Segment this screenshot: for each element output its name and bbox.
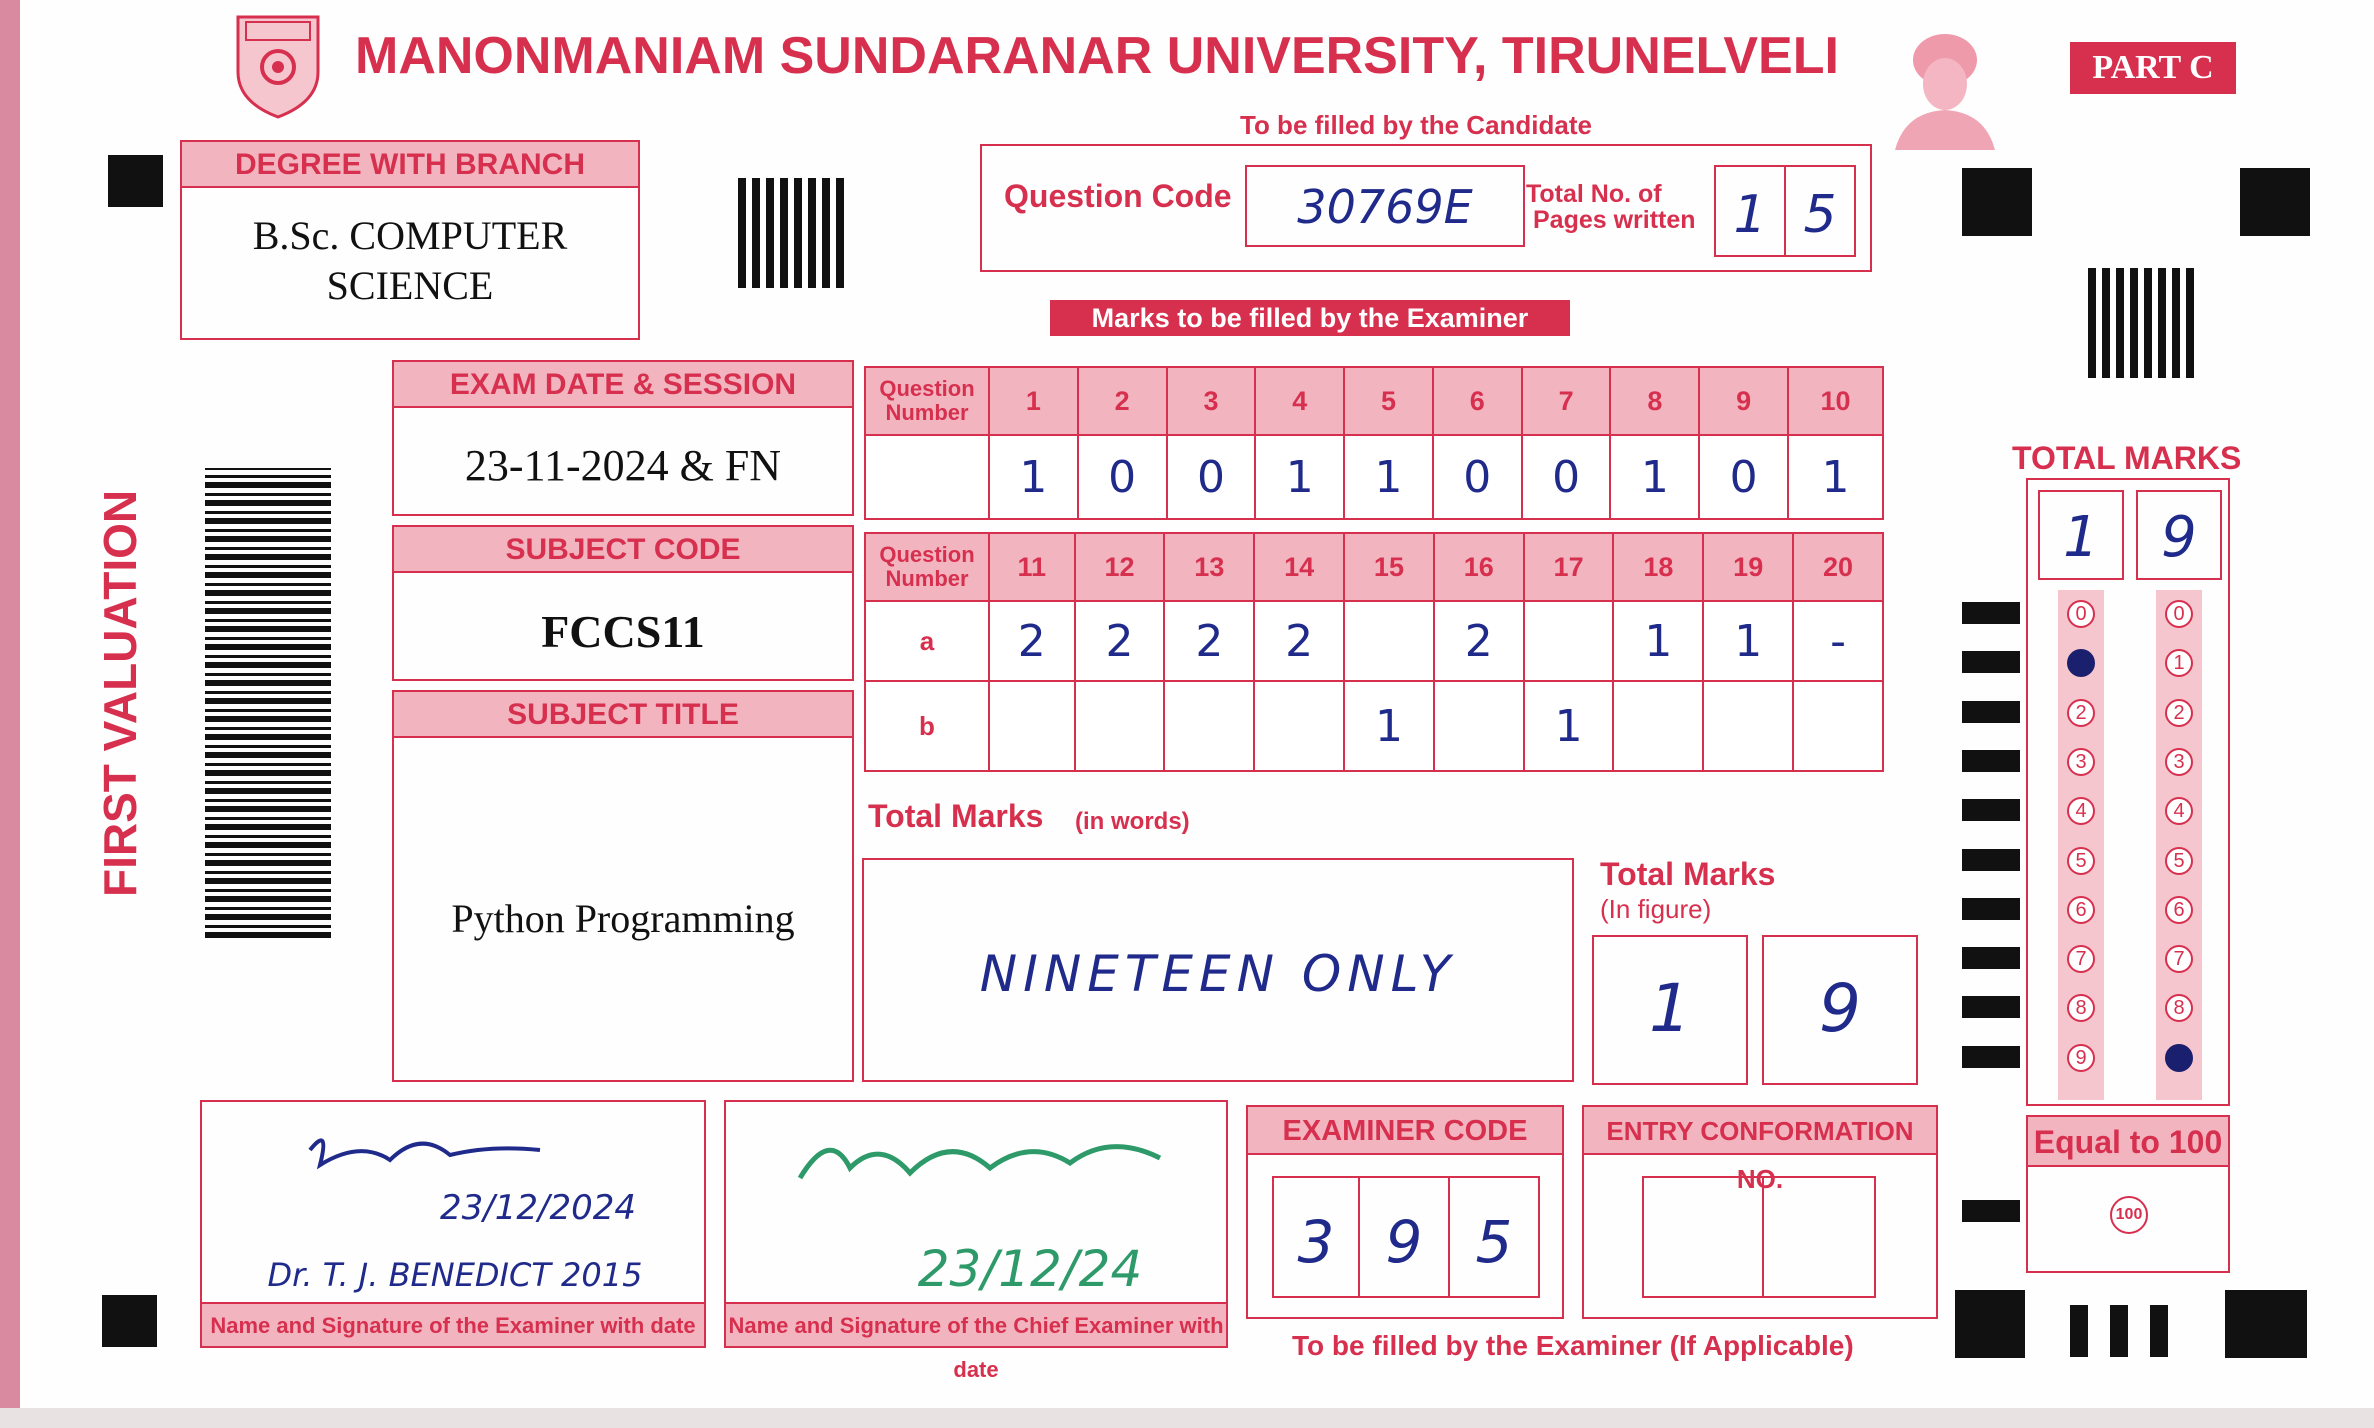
timing-mark [1962,947,2020,969]
timing-mark [1962,996,2020,1018]
chief-signature [790,1118,1210,1208]
mark-bubble[interactable]: 3 [2165,748,2193,776]
founder-portrait [1885,22,2005,150]
mark-cell: 0 [1699,435,1788,519]
mark-bubble[interactable]: 1 [2067,649,2095,677]
mark-bubble[interactable]: 0 [2067,600,2095,628]
mark-bubble[interactable]: 2 [2067,699,2095,727]
registration-mark [1955,1290,2025,1358]
subject-title-label: SUBJECT TITLE [394,692,852,738]
examiner-sig-caption: Name and Signature of the Examiner with date [202,1302,704,1346]
mark-cell [1524,601,1614,681]
mark-bubble[interactable]: 5 [2165,847,2193,875]
entry-conf-cell-1[interactable] [1642,1176,1764,1298]
q-number: 19 [1703,533,1793,601]
pages-label-1: Total No. of [1526,180,1662,208]
part-c-badge [2070,42,2236,94]
mark-bubble[interactable]: 9 [2165,1044,2193,1072]
bottom-margin-strip [0,1408,2374,1428]
mark-cell [1254,681,1344,771]
blank-row-label [865,435,989,519]
degree-line1: B.Sc. COMPUTER [252,213,568,258]
registration-bar [2110,1305,2128,1357]
degree-label: DEGREE WITH BRANCH [182,142,638,188]
total-words-sub: (in words) [1075,808,1190,835]
first-valuation-label: FIRST VALUATION [94,489,146,897]
mark-cell: 0 [1167,435,1256,519]
total-words-label: Total Marks [868,798,1044,834]
q-number: 13 [1164,533,1254,601]
mark-cell: 0 [1433,435,1522,519]
pages-digit-1: 1 [1733,185,1767,245]
registration-mark [2225,1290,2307,1358]
mark-cell: - [1793,601,1883,681]
mark-bubble[interactable]: 8 [2067,994,2095,1022]
q-number: 9 [1699,367,1788,435]
q-number: 2 [1078,367,1167,435]
entry-conf-cell-2[interactable] [1762,1176,1876,1298]
chief-sig-caption: Name and Signature of the Chief Examiner with date [726,1302,1226,1346]
mark-cell: 1 [1610,435,1699,519]
timing-mark [1962,701,2020,723]
university-emblem [228,12,328,124]
qr-code [2088,268,2200,378]
total-figure-sub: (In figure) [1600,894,1712,924]
q-number: 15 [1344,533,1434,601]
entry-conf-label: ENTRY CONFORMATION NO. [1584,1107,1936,1155]
q-number: 5 [1344,367,1433,435]
left-margin-strip [0,0,20,1428]
mark-bubble[interactable]: 8 [2165,994,2193,1022]
examiner-code-label: EXAMINER CODE [1248,1107,1562,1155]
mark-cell: 1 [1524,681,1614,771]
total-marks-side-label: TOTAL MARKS [2012,440,2242,476]
mark-bubble[interactable]: 0 [2165,600,2193,628]
mark-cell: 1 [1703,601,1793,681]
total-marks-side-digit-2: 9 [2161,505,2197,570]
examiner-sig-name: Dr. T. J. BENEDICT 2015 [267,1256,643,1294]
mark-cell [1793,681,1883,771]
examiner-code-digit-3: 5 [1475,1208,1513,1276]
registration-mark [2240,168,2310,236]
mark-cell: 1 [989,435,1078,519]
mark-bubble[interactable]: 3 [2067,748,2095,776]
registration-mark [102,1295,157,1347]
question-code-value: 30769E [1297,180,1473,234]
mark-cell: 1 [1255,435,1344,519]
total-marks-side-digit-1: 1 [2063,505,2099,570]
exam-date-label: EXAM DATE & SESSION [394,362,852,408]
registration-mark [1962,168,2032,236]
timing-mark [1962,799,2020,821]
q-number: 20 [1793,533,1883,601]
q-number: 7 [1522,367,1611,435]
examiner-code-digit-1: 3 [1297,1208,1335,1276]
q-number: 12 [1075,533,1165,601]
row-label-b: b [865,681,989,771]
q-number: 4 [1255,367,1344,435]
mark-bubble[interactable]: 2 [2165,699,2193,727]
mark-cell: 2 [1075,601,1165,681]
mark-bubble[interactable]: 6 [2165,896,2193,924]
q-number: 3 [1167,367,1256,435]
q-number: 6 [1433,367,1522,435]
examiner-marks-banner [1050,300,1570,336]
mark-bubble[interactable]: 4 [2165,797,2193,825]
q-number: 1 [989,367,1078,435]
barcode [205,468,331,938]
mark-cell: 1 [1344,681,1434,771]
subject-title-box [392,690,854,1082]
q-number: 16 [1434,533,1524,601]
registration-mark [108,155,163,207]
total-figure-digit-2: 9 [1819,970,1861,1047]
timing-mark [1962,750,2020,772]
marks-table-1 [864,366,1884,520]
timing-mark [1962,1046,2020,1068]
mark-cell: 2 [1254,601,1344,681]
mark-cell: 2 [1434,601,1524,681]
pages-label-2: Pages written [1533,206,1696,234]
total-figure-label: Total Marks [1600,856,1776,892]
mark-cell [1075,681,1165,771]
mark-cell: 1 [1788,435,1883,519]
timing-mark [1962,602,2020,624]
examiner-sig-date: 23/12/2024 [440,1188,636,1228]
mark-bubble[interactable]: 7 [2067,945,2095,973]
bubble-100[interactable]: 100 [2110,1196,2148,1234]
mark-cell [1434,681,1524,771]
mark-cell [1164,681,1254,771]
q-number: 17 [1524,533,1614,601]
mark-bubble[interactable]: 4 [2067,797,2095,825]
question-number-label: Question Number [865,367,989,435]
registration-bar [2150,1305,2168,1357]
mark-cell [1344,601,1434,681]
subject-code-label: SUBJECT CODE [394,527,852,573]
examiner-marks-banner-text: Marks to be filled by the Examiner [1091,303,1529,333]
exam-date-value: 23-11-2024 & FN [464,441,782,490]
examiner-code-digit-2: 9 [1385,1208,1423,1276]
mark-bubble[interactable]: 7 [2165,945,2193,973]
q-number: 10 [1788,367,1883,435]
mark-cell [989,681,1075,771]
marks-table-2 [864,532,1884,772]
question-number-label: Question Number [865,533,989,601]
timing-mark [1962,849,2020,871]
mark-cell: 1 [1613,601,1703,681]
examiner-signature [300,1120,560,1180]
university-name: MANONMANIAM SUNDARANAR UNIVERSITY, TIRUNELVELI [355,27,1839,85]
registration-bar [2070,1305,2088,1357]
q-number: 8 [1610,367,1699,435]
footer-note: To be filled by the Examiner (If Applicable) [1292,1330,1854,1361]
total-words-value: NINETEEN ONLY [979,945,1457,1003]
mark-cell: 1 [1344,435,1433,519]
mark-bubble[interactable]: 6 [2067,896,2095,924]
timing-mark [1962,1200,2020,1222]
mark-bubble[interactable]: 9 [2067,1044,2095,1072]
subject-title-value: Python Programming [451,896,795,941]
pages-digit-2: 5 [1803,185,1837,245]
row-label-a: a [865,601,989,681]
timing-mark [1962,651,2020,673]
mark-cell: 2 [989,601,1075,681]
mark-bubble[interactable]: 5 [2067,847,2095,875]
q-number: 18 [1613,533,1703,601]
qr-code [738,178,848,288]
mark-cell: 2 [1164,601,1254,681]
equal-to-label: Equal to 100 [2028,1117,2228,1167]
part-c-label: PART C [2092,49,2214,86]
mark-bubble[interactable]: 1 [2165,649,2193,677]
mark-cell [1703,681,1793,771]
candidate-note: To be filled by the Candidate [1240,110,1592,140]
timing-mark [1962,898,2020,920]
q-number: 11 [989,533,1075,601]
mark-cell [1613,681,1703,771]
chief-sig-date: 23/12/24 [917,1240,1143,1298]
mark-cell: 0 [1522,435,1611,519]
total-figure-digit-1: 1 [1649,970,1691,1047]
question-code-label: Question Code [1004,178,1232,214]
q-number: 14 [1254,533,1344,601]
mark-cell: 0 [1078,435,1167,519]
subject-code-value: FCCS11 [541,606,705,657]
degree-line2: SCIENCE [326,263,494,308]
